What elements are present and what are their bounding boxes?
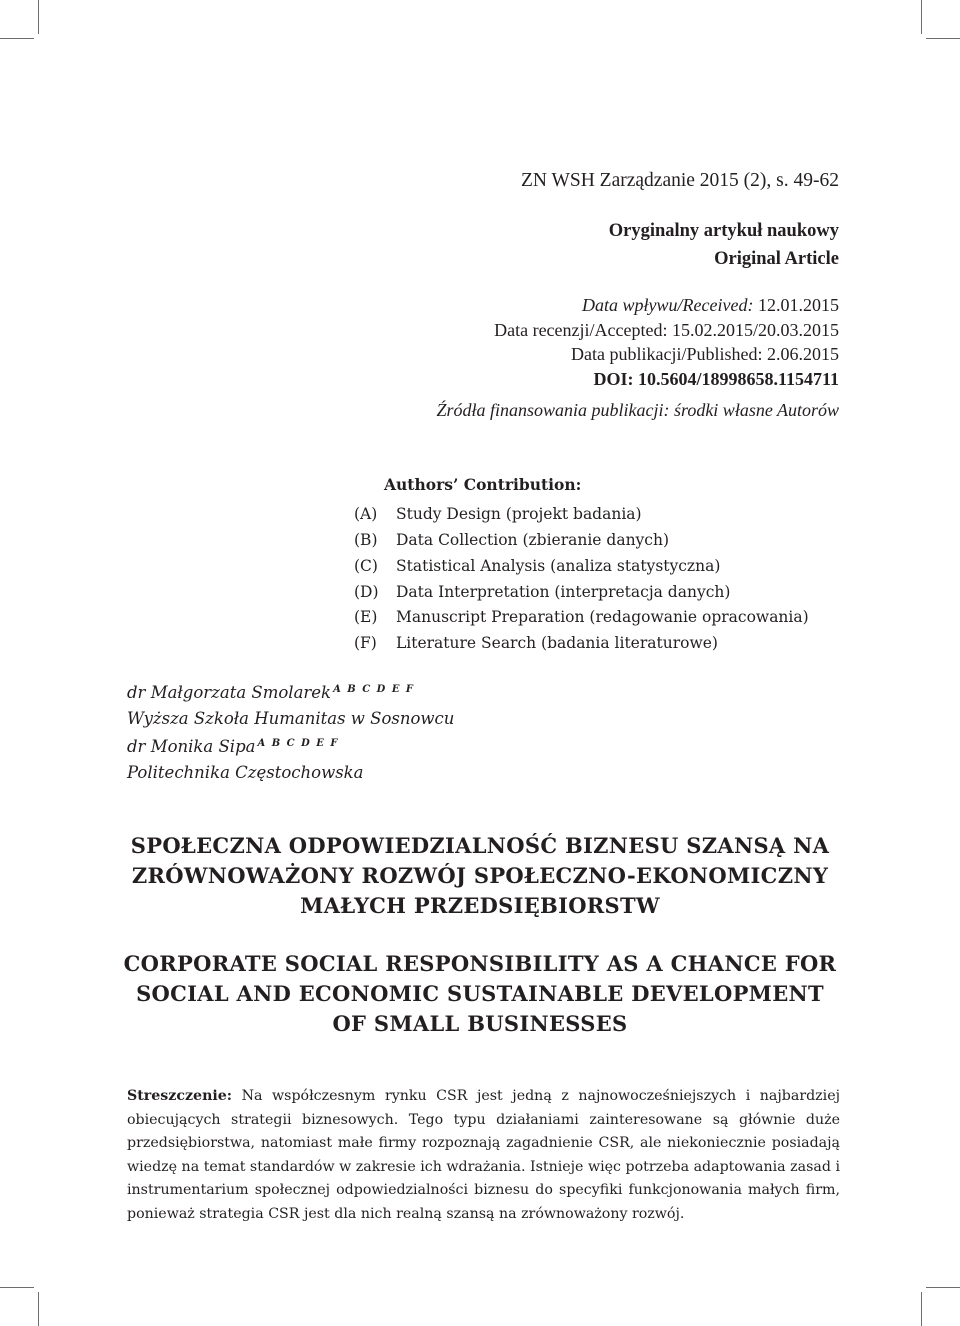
contribution-label: Literature Search (badania literaturowe) <box>396 634 718 653</box>
author-name: dr Małgorzata Smolarek $^{A B C D E F}$ <box>127 683 415 702</box>
crop-mark-bottom-left <box>38 1292 39 1326</box>
crop-mark-bottom-right <box>921 1292 922 1326</box>
title-line: OF SMALL BUSINESSES <box>332 1011 628 1036</box>
contribution-label: Manuscript Preparation (redagowanie opracowania) <box>396 608 809 627</box>
received-label: Data wpływu/Received: <box>582 295 754 315</box>
received-date <box>494 293 839 318</box>
doi: DOI: 10.5604/18998658.1154711 <box>593 368 839 389</box>
accepted-value: 15.02.2015/20.03.2015 <box>671 319 839 340</box>
article-type <box>609 217 839 273</box>
contribution-label: Data Interpretation (interpretacja danych) <box>396 582 731 601</box>
contribution-code: (C) <box>354 556 378 575</box>
contribution-item-f <box>354 631 809 657</box>
contribution-code: (B) <box>354 530 378 549</box>
contribution-item-c <box>354 554 809 580</box>
title-line: ZRÓWNOWAŻONY ROZWÓJ SPOŁECZNO-EKONOMICZNY <box>131 863 829 888</box>
article-type-en: Original Article <box>714 249 839 269</box>
title-line: CORPORATE SOCIAL RESPONSIBILITY AS A CHANCE FOR <box>123 951 837 976</box>
contribution-label: Study Design (projekt badania) <box>396 504 642 523</box>
funding-source: Źródła finansowania publikacji: środki własne Autorów <box>436 400 839 420</box>
contribution-code: (A) <box>354 504 378 523</box>
published-label: Data publikacji/Published: <box>571 344 763 364</box>
author-name: dr Monika Sipa $^{A B C D E F}$ <box>127 737 339 757</box>
crop-mark-top-left-h <box>0 38 34 39</box>
article-type-pl: Oryginalny artykuł naukowy <box>608 221 839 241</box>
author-block <box>127 677 454 786</box>
contribution-label: Data Collection (zbieranie danych) <box>396 530 670 549</box>
author-affiliation: Politechnika Częstochowska <box>127 763 364 783</box>
article-dates <box>494 293 839 391</box>
journal-reference: ZN WSH Zarządzanie 2015 (2), s. 49-62 <box>520 170 839 191</box>
contribution-label: Statistical Analysis (analiza statystyczna) <box>396 556 721 575</box>
contribution-list <box>354 476 809 657</box>
abstract <box>127 1085 840 1227</box>
published-value: 2.06.2015 <box>767 344 839 364</box>
published-date <box>494 342 839 367</box>
contribution-code: (D) <box>354 582 379 601</box>
crop-mark-top-left <box>38 0 39 34</box>
contribution-item-a <box>354 502 809 528</box>
crop-mark-top-right <box>921 0 922 34</box>
contribution-item-e <box>354 605 809 631</box>
abstract-label: Streszczenie: <box>127 1088 233 1104</box>
crop-mark-bottom-left-h <box>0 1287 34 1288</box>
title-line: SOCIAL AND ECONOMIC SUSTAINABLE DEVELOPMENT <box>136 981 824 1006</box>
title-line: MAŁYCH PRZEDSIĘBIORSTW <box>300 893 660 918</box>
contribution-code: (E) <box>354 608 378 627</box>
crop-mark-bottom-right-h <box>926 1287 960 1288</box>
contribution-item-b <box>354 528 809 554</box>
author-roles: A B C D E F <box>333 684 415 695</box>
crop-mark-top-right-h <box>926 38 960 39</box>
author-roles: A B C D E F <box>257 738 339 750</box>
accepted-date <box>494 318 839 343</box>
title-line: SPOŁECZNA ODPOWIEDZIALNOŚĆ BIZNESU SZANSĄ NA <box>130 833 830 858</box>
abstract-text: Na współczesnym rynku CSR jest jedną z najnowocześniejszych i najbardziej obiecujących strategii biznesowych. Tego typu działaniami zainteresowane są głównie duże przedsiębiorstwa, natomiast małe firmy rozpoznają zagadnienie CSR, ale niekoniecznie posiadają wiedzę na temat standardów w zakresie ich wdrażania. Istnieje więc potrzeba adaptowania zasad i instrumentarium społecznej odpowiedzialności biznesu do specyfiki funkcjonowania małych firm, ponieważ strategia CSR jest dla nich realną szansą na zrównoważony rozwój. <box>127 1088 840 1222</box>
author-affiliation: Wyższa Szkoła Humanitas w Sosnowcu <box>127 708 455 728</box>
accepted-label: Data recenzji/Accepted: <box>494 319 668 340</box>
contribution-item-d <box>354 580 809 606</box>
contribution-code: (F) <box>354 634 377 653</box>
contribution-title: Authors’ Contribution: <box>384 475 582 494</box>
received-value: 12.01.2015 <box>758 295 839 315</box>
title-english <box>80 949 880 1039</box>
title-polish <box>80 831 880 921</box>
